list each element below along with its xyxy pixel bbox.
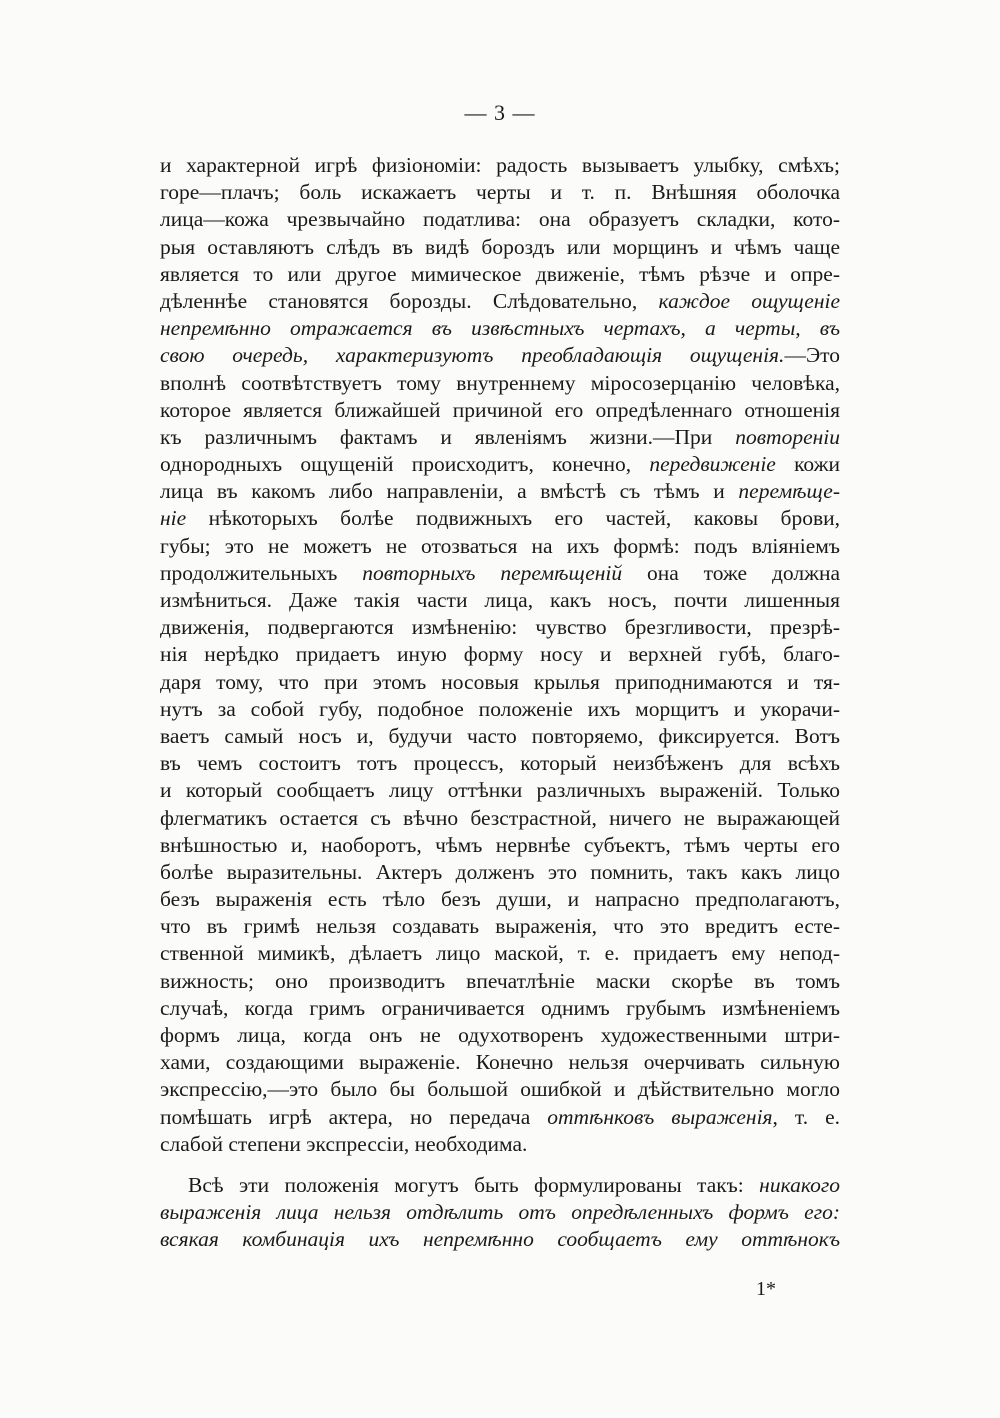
text-line	[160, 478, 840, 505]
text-line	[160, 886, 840, 913]
italic-segment: непремѣнно отражается въ извѣстныхъ чертахъ, а черты, въ	[160, 316, 840, 341]
text-segment: ственной мимикѣ, дѣлаетъ лицо маской, т. е. придаетъ ему непод-	[160, 941, 840, 966]
text-segment: нія нерѣдко придаетъ иную форму носу и верхней губѣ, благо-	[160, 642, 840, 667]
text-segment: внѣшностью и, наоборотъ, чѣмъ нервнѣе субъектъ, тѣмъ черты его	[160, 832, 840, 857]
text-line	[160, 1022, 840, 1049]
text-line	[160, 859, 840, 886]
text-line	[160, 614, 840, 641]
paragraph	[160, 152, 840, 1158]
italic-segment: передвиженіе	[649, 452, 776, 477]
italic-segment: каждое ощущеніе	[658, 288, 840, 313]
text-segment: является то или другое мимическое движеніе, тѣмъ рѣзче и опре-	[160, 261, 840, 286]
text-segment: рыя оставляютъ слѣдъ въ видѣ бороздъ или морщинъ и чѣмъ чаще	[160, 234, 840, 259]
text-line	[160, 1199, 840, 1226]
text-line	[160, 179, 840, 206]
text-segment: лица—кожа чрезвычайно податлива: она образуетъ складки, кото-	[160, 207, 840, 232]
text-segment: флегматикъ остается съ вѣчно безстрастной, ничего не выражающей	[160, 805, 840, 830]
text-line	[160, 397, 840, 424]
text-segment: и который сообщаетъ лицу оттѣнки различныхъ выраженій. Только	[160, 778, 840, 803]
text-segment: Всѣ эти положенія могутъ быть формулированы такъ:	[188, 1172, 760, 1197]
text-line	[160, 832, 840, 859]
text-segment: слабой степени экспрессіи, необходима.	[160, 1131, 528, 1156]
text-line	[160, 234, 840, 261]
italic-segment: свою очередь, характеризуютъ преобладающія ощущенія.	[160, 343, 785, 368]
text-segment: что въ гримѣ нельзя создавать выраженія, что это вредитъ есте-	[160, 914, 840, 939]
text-line	[160, 641, 840, 668]
text-line	[160, 995, 840, 1022]
text-segment: измѣниться. Даже такія части лица, какъ носъ, почти лишенныя	[160, 588, 840, 612]
text-segment: экспрессію,—это было бы большой ошибкой и дѣйствительно могло	[160, 1077, 840, 1102]
text-segment: нутъ за собой губу, подобное положеніе ихъ морщитъ и укорачи-	[160, 696, 840, 721]
text-line	[160, 1172, 840, 1199]
text-line	[160, 1131, 840, 1158]
text-line	[160, 777, 840, 804]
text-segment: —Это	[784, 343, 840, 368]
italic-segment: перемѣще-	[738, 479, 840, 504]
italic-segment: никакого	[759, 1172, 840, 1197]
italic-segment: ніе	[160, 506, 187, 531]
text-segment: къ различнымъ фактамъ и явленіямъ жизни.—При	[160, 424, 736, 449]
text-segment: кожи	[775, 452, 840, 477]
paragraph	[160, 1172, 840, 1254]
text-segment: вижность; оно производитъ впечатлѣніе маски скорѣе въ томъ	[160, 968, 840, 993]
text-line	[160, 288, 840, 315]
text-segment: губы; это не можетъ не отозваться на ихъ формѣ: подъ вліяніемъ	[160, 533, 840, 558]
text-segment: болѣе выразительны. Актеръ долженъ это помнить, такъ какъ лицо	[160, 859, 840, 884]
page-number: — 3 —	[464, 100, 536, 125]
signature-mark: 1*	[756, 1278, 776, 1300]
italic-segment: повтореніи	[735, 424, 840, 449]
text-line	[160, 451, 840, 478]
text-line	[160, 206, 840, 233]
text-line	[160, 261, 840, 288]
text-line	[160, 1226, 840, 1253]
text-segment: однородныхъ ощущеній происходитъ, конечно,	[160, 452, 650, 477]
text-line	[160, 968, 840, 995]
text-line	[160, 940, 840, 967]
italic-segment: оттѣнковъ выраженія	[547, 1104, 773, 1129]
text-segment: даря тому, что при этомъ носовыя крылья приподнимаются и тя-	[160, 669, 840, 694]
text-line	[160, 533, 840, 560]
text-segment: движенія, подвергаются измѣненію: чувство брезгливости, презрѣ-	[160, 615, 840, 640]
text-line	[160, 913, 840, 940]
text-line	[160, 315, 840, 342]
italic-segment: выраженія лица нельзя отдѣлить отъ опредѣленныхъ формъ его:	[160, 1200, 840, 1225]
text-segment: нѣкоторыхъ болѣе подвижныхъ его частей, каковы брови,	[186, 506, 840, 531]
text-segment: лица въ какомъ либо направленіи, а вмѣстѣ съ тѣмъ и	[160, 479, 739, 504]
text-segment: формъ лица, когда онъ не одухотворенъ художественными штри-	[160, 1023, 840, 1047]
text-line	[160, 424, 840, 451]
text-line	[160, 505, 840, 532]
italic-segment: всякая комбинація ихъ непремѣнно сообщаетъ ему оттѣнокъ	[160, 1227, 840, 1252]
text-segment: она тоже должна	[622, 560, 840, 585]
text-line	[160, 805, 840, 832]
text-line	[160, 1104, 840, 1131]
text-line	[160, 1049, 840, 1076]
text-line	[160, 750, 840, 777]
italic-segment: повторныхъ перемѣщеній	[362, 560, 623, 585]
text-segment: продолжительныхъ	[160, 560, 363, 585]
text-segment: случаѣ, когда гримъ ограничивается однимъ грубымъ измѣненіемъ	[160, 995, 840, 1020]
text-line	[160, 1076, 840, 1103]
text-line	[160, 152, 840, 179]
text-segment: въ чемъ состоитъ тотъ процессъ, который неизбѣженъ для всѣхъ	[160, 751, 840, 776]
text-segment: которое является ближайшей причиной его опредѣленнаго отношенія	[160, 397, 840, 422]
text-segment: дѣленнѣе становятся борозды. Слѣдовательно,	[160, 288, 659, 313]
text-line	[160, 370, 840, 397]
text-line	[160, 587, 840, 614]
text-segment: хами, создающими выраженіе. Конечно нельзя очерчивать сильную	[160, 1050, 840, 1075]
text-line	[160, 560, 840, 587]
text-line	[160, 342, 840, 369]
text-segment: вполнѣ соотвѣтствуетъ тому внутреннему міросозерцанію человѣка,	[160, 370, 840, 395]
text-line	[160, 723, 840, 750]
text-segment: безъ выраженія есть тѣло безъ души, и напрасно предполагаютъ,	[160, 887, 840, 912]
text-segment: помѣшать игрѣ актера, но передача	[160, 1104, 548, 1129]
body-text	[160, 152, 840, 1254]
text-line	[160, 696, 840, 723]
text-segment: и характерной игрѣ физіономіи: радость вызываетъ улыбку, смѣхъ;	[160, 153, 840, 177]
text-line	[160, 669, 840, 696]
text-segment: ваетъ самый носъ и, будучи часто повторяемо, фиксируется. Вотъ	[160, 723, 840, 748]
text-segment: , т. е.	[772, 1104, 841, 1129]
text-segment: горе—плачъ; боль искажаетъ черты и т. п. Внѣшняя оболочка	[160, 180, 840, 205]
